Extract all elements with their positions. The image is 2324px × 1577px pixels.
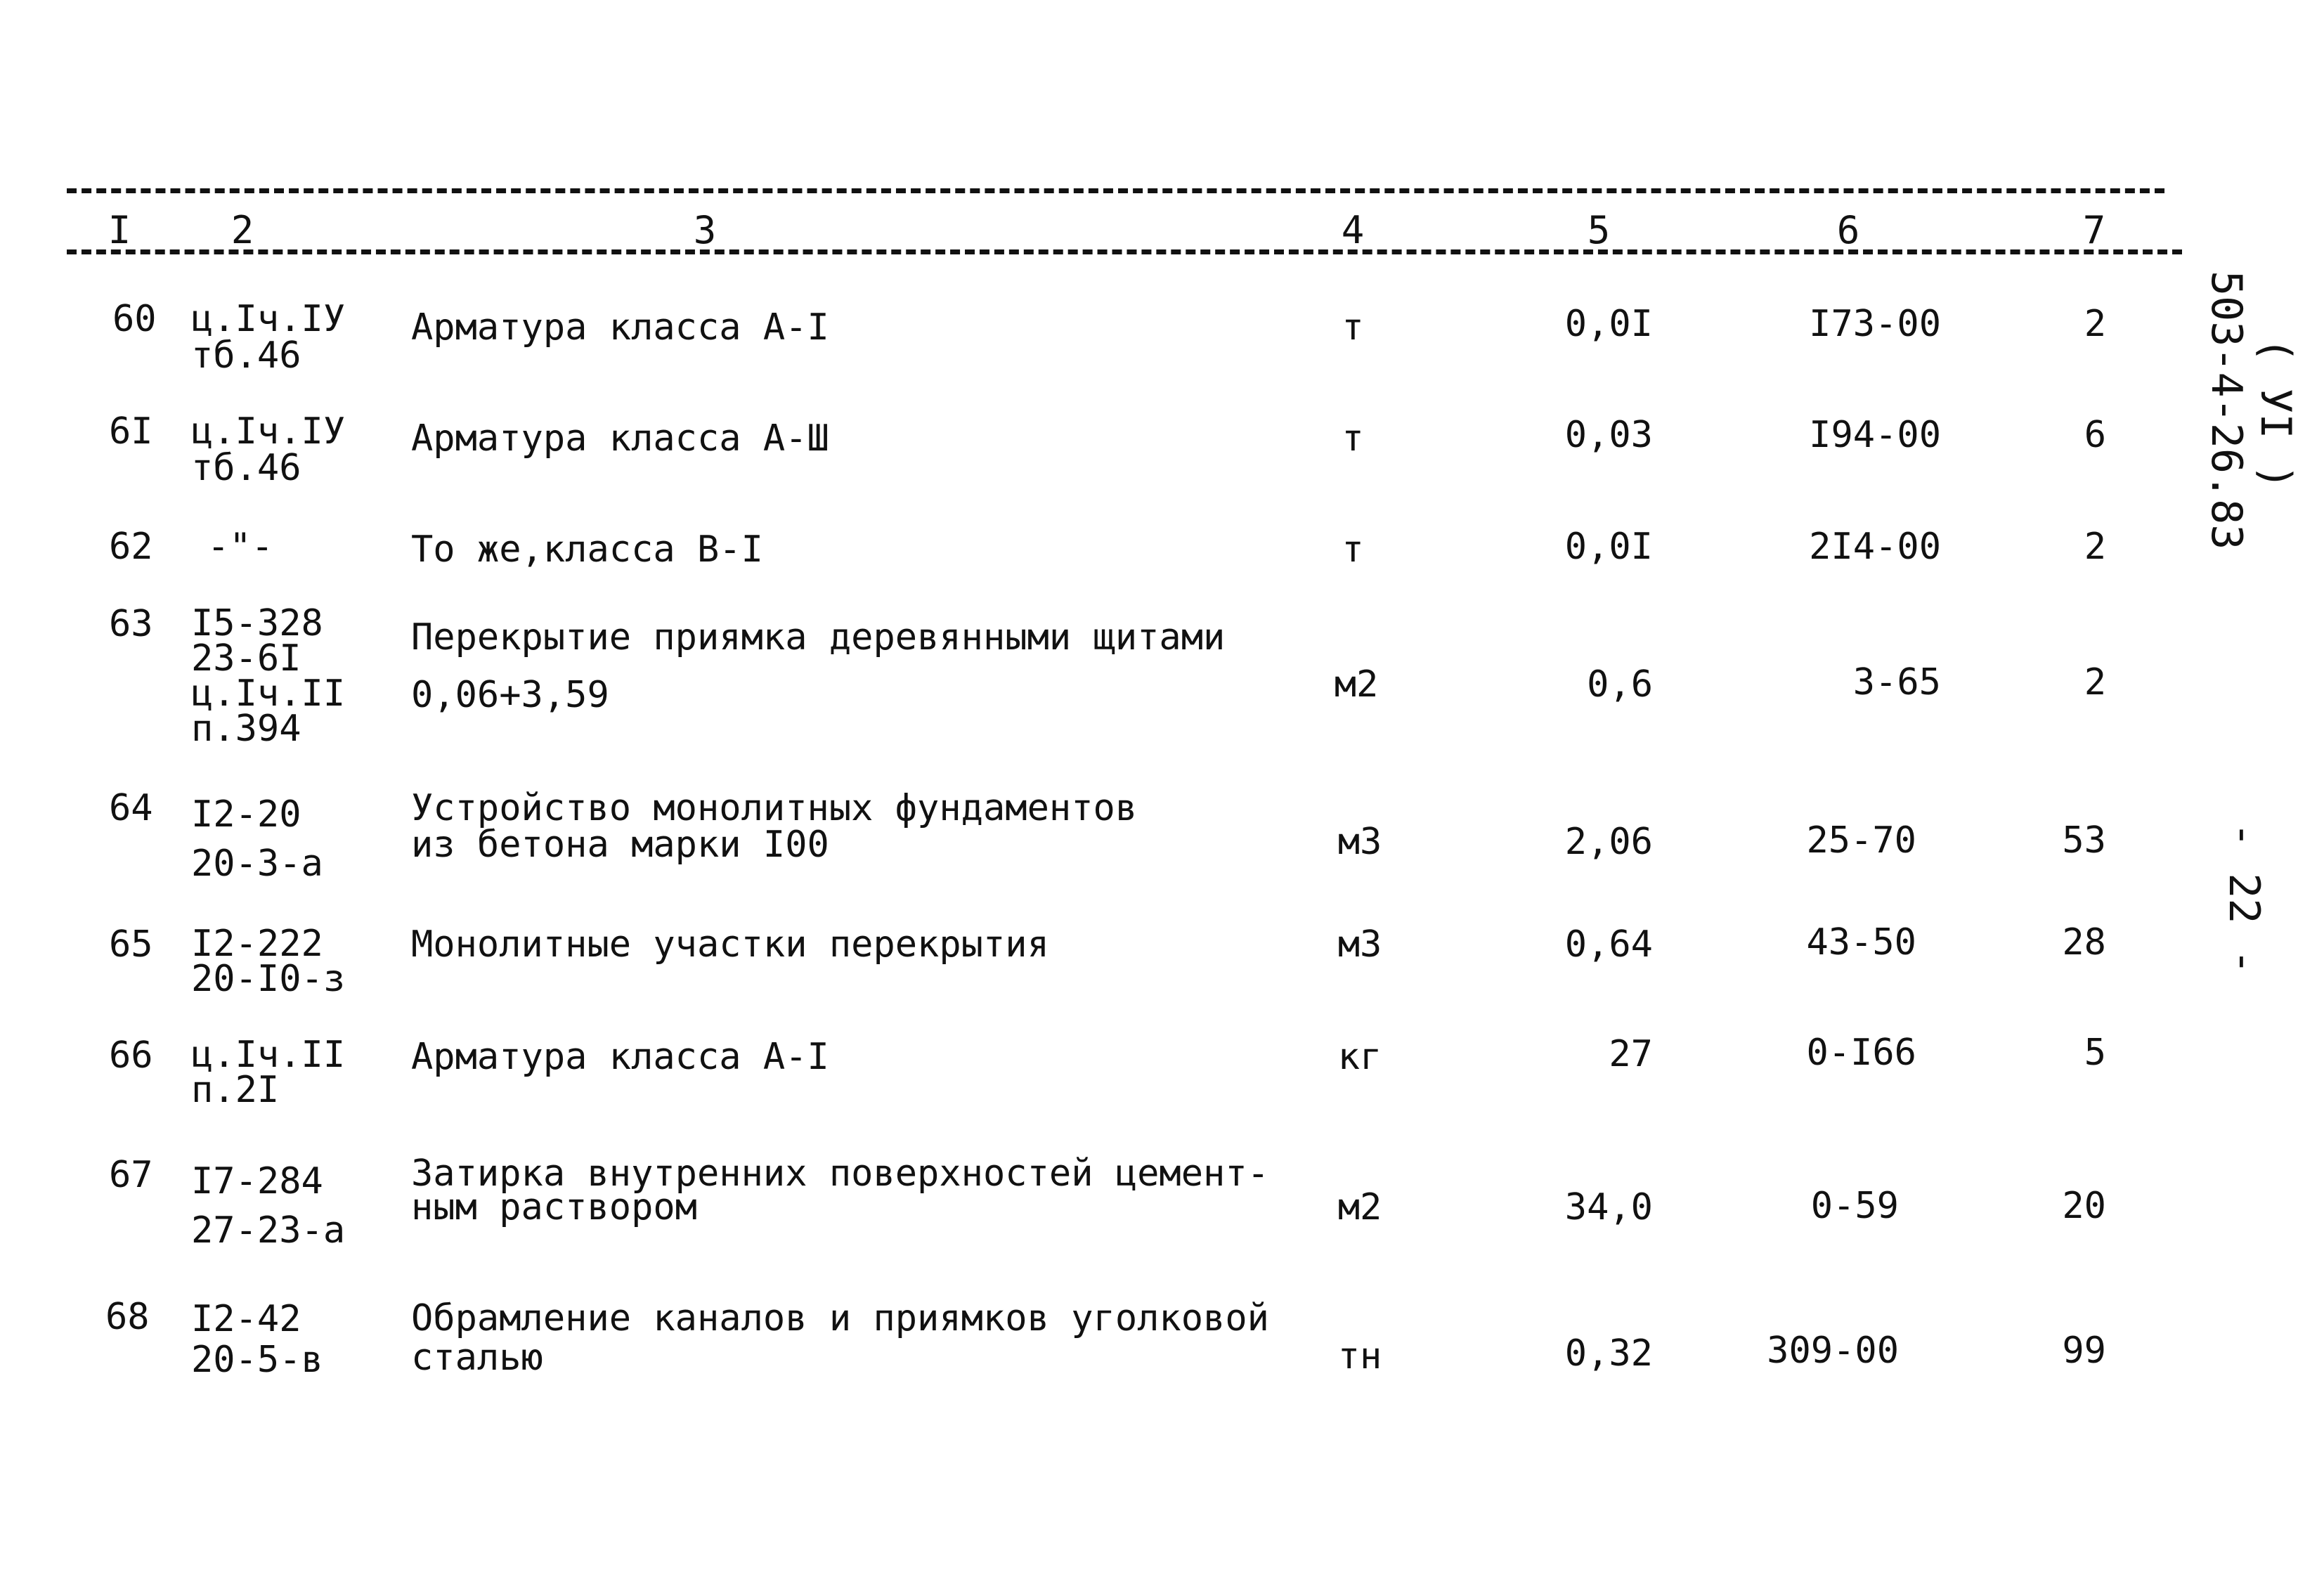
row-source xyxy=(191,410,346,489)
description-line: Перекрытие приямка деревянными щитами xyxy=(411,616,1226,658)
header-bottom-rule xyxy=(67,249,2182,254)
row-quantity: 0,03 xyxy=(1564,414,1653,456)
row-number: 66 xyxy=(109,1034,153,1077)
row-price: 0-59 xyxy=(1810,1185,1899,1227)
row-quantity: 0,32 xyxy=(1564,1332,1653,1375)
page-number: - 22 - xyxy=(2219,822,2268,975)
section-marker: ( УI ) xyxy=(2251,337,2300,490)
description-line: Устройство монолитных фундаментов xyxy=(411,787,1138,829)
column-number-1: I xyxy=(108,208,131,252)
row-unit: т xyxy=(1342,528,1364,571)
row-description xyxy=(411,609,1225,724)
column-number-2: 2 xyxy=(231,208,254,252)
row-unit: кг xyxy=(1337,1036,1382,1078)
source-line: I2-42 xyxy=(191,1298,301,1340)
source-line: 20-3-а xyxy=(191,843,323,885)
row-quantity: 0,6 xyxy=(1587,663,1653,706)
row-description xyxy=(411,1153,1269,1228)
row-number: 63 xyxy=(109,603,153,645)
row-description xyxy=(411,528,763,571)
row-quantity: 0,64 xyxy=(1564,923,1653,966)
source-line: I2-20 xyxy=(191,793,301,836)
source-line: I2-222 xyxy=(191,923,323,965)
description-line: То же,класса В-I xyxy=(411,528,763,571)
description-line: Арматура класса А-I xyxy=(411,1036,829,1078)
description-line: ным раствором xyxy=(411,1186,697,1228)
document-code: 503-4-26.83 xyxy=(2202,271,2251,550)
row-number: 67 xyxy=(109,1154,153,1196)
source-line: ц.Iч.II xyxy=(191,1034,346,1076)
column-number-7: 7 xyxy=(2082,208,2106,252)
row-description xyxy=(411,417,829,460)
source-line: I5-328 xyxy=(191,602,323,644)
column-number-4: 4 xyxy=(1341,208,1365,252)
row-source xyxy=(191,1034,346,1111)
source-line: п.2I xyxy=(191,1069,280,1111)
row-number: 68 xyxy=(105,1296,150,1338)
row-description xyxy=(411,1299,1269,1377)
row-number: 64 xyxy=(109,787,153,829)
source-line: 27-23-а xyxy=(191,1209,346,1252)
description-line: 0,06+3,59 xyxy=(411,674,609,716)
row-source xyxy=(191,1157,345,1255)
row-description xyxy=(411,1036,829,1078)
description-line: Затирка внутренних поверхностей цемент- xyxy=(411,1153,1269,1195)
source-line: тб.46 xyxy=(191,335,301,377)
header-top-rule xyxy=(67,188,2164,193)
row-price: 43-50 xyxy=(1806,921,1916,963)
row-unit: т xyxy=(1342,417,1364,460)
row-source xyxy=(191,298,346,377)
row-unit: м3 xyxy=(1337,923,1382,966)
row-source xyxy=(207,526,273,568)
source-line: 23-6I xyxy=(191,637,301,680)
description-line: Арматура класса А-I xyxy=(411,306,829,349)
source-line: 20-5-в xyxy=(191,1339,323,1381)
row-source xyxy=(191,923,346,1000)
description-line: из бетона марки I00 xyxy=(411,824,829,866)
row-number: 65 xyxy=(109,923,153,966)
source-line: ц.Iч.II xyxy=(191,673,346,715)
row-total: 20 xyxy=(2062,1185,2106,1227)
row-source xyxy=(191,602,346,750)
row-number: 62 xyxy=(109,526,153,568)
source-line: ц.Iч.IУ xyxy=(191,410,346,453)
row-unit: м2 xyxy=(1337,1186,1382,1228)
row-quantity: 34,0 xyxy=(1564,1186,1653,1228)
row-total: 28 xyxy=(2062,921,2106,963)
row-price: 309-00 xyxy=(1767,1330,1899,1372)
row-price: I73-00 xyxy=(1809,303,1941,345)
row-price: 2I4-00 xyxy=(1809,526,1941,568)
row-total: 2 xyxy=(2084,661,2106,703)
row-unit: т xyxy=(1342,306,1364,349)
row-total: 53 xyxy=(2062,819,2106,862)
row-unit: тн xyxy=(1337,1335,1382,1377)
description-line: Монолитные участки перекрытия xyxy=(411,923,1049,966)
row-total: 2 xyxy=(2084,303,2106,345)
row-source xyxy=(191,1299,323,1380)
row-quantity: 0,0I xyxy=(1564,526,1653,568)
row-total: 2 xyxy=(2084,526,2106,568)
row-quantity: 2,06 xyxy=(1564,821,1653,863)
source-line: -"- xyxy=(207,526,273,568)
row-total: 99 xyxy=(2062,1330,2106,1372)
column-number-5: 5 xyxy=(1587,208,1611,252)
row-total: 6 xyxy=(2084,414,2106,456)
row-total: 5 xyxy=(2084,1032,2106,1074)
row-number: 60 xyxy=(112,298,157,340)
row-description xyxy=(411,306,829,349)
source-line: ц.Iч.IУ xyxy=(191,298,346,340)
row-unit: м3 xyxy=(1337,821,1382,863)
row-quantity: 0,0I xyxy=(1564,303,1653,345)
source-line: п.394 xyxy=(191,708,301,750)
row-unit: м2 xyxy=(1334,663,1379,706)
source-line: 20-I0-з xyxy=(191,958,346,1000)
row-price: 3-65 xyxy=(1852,661,1941,703)
source-line: тб.46 xyxy=(191,447,301,489)
column-number-3: 3 xyxy=(693,208,717,252)
row-price: 25-70 xyxy=(1806,819,1916,862)
row-price: 0-I66 xyxy=(1806,1032,1916,1074)
source-line: I7-284 xyxy=(191,1160,323,1202)
row-source xyxy=(191,790,323,888)
row-quantity: 27 xyxy=(1609,1033,1653,1075)
column-number-6: 6 xyxy=(1836,208,1860,252)
row-description xyxy=(411,787,1138,866)
description-line: Арматура класса А-Ш xyxy=(411,417,829,460)
description-line: сталью xyxy=(411,1337,543,1379)
row-number: 6I xyxy=(109,410,153,453)
row-price: I94-00 xyxy=(1809,414,1941,456)
row-description xyxy=(411,923,1049,966)
description-line: Обрамление каналов и приямков уголковой xyxy=(411,1297,1269,1339)
